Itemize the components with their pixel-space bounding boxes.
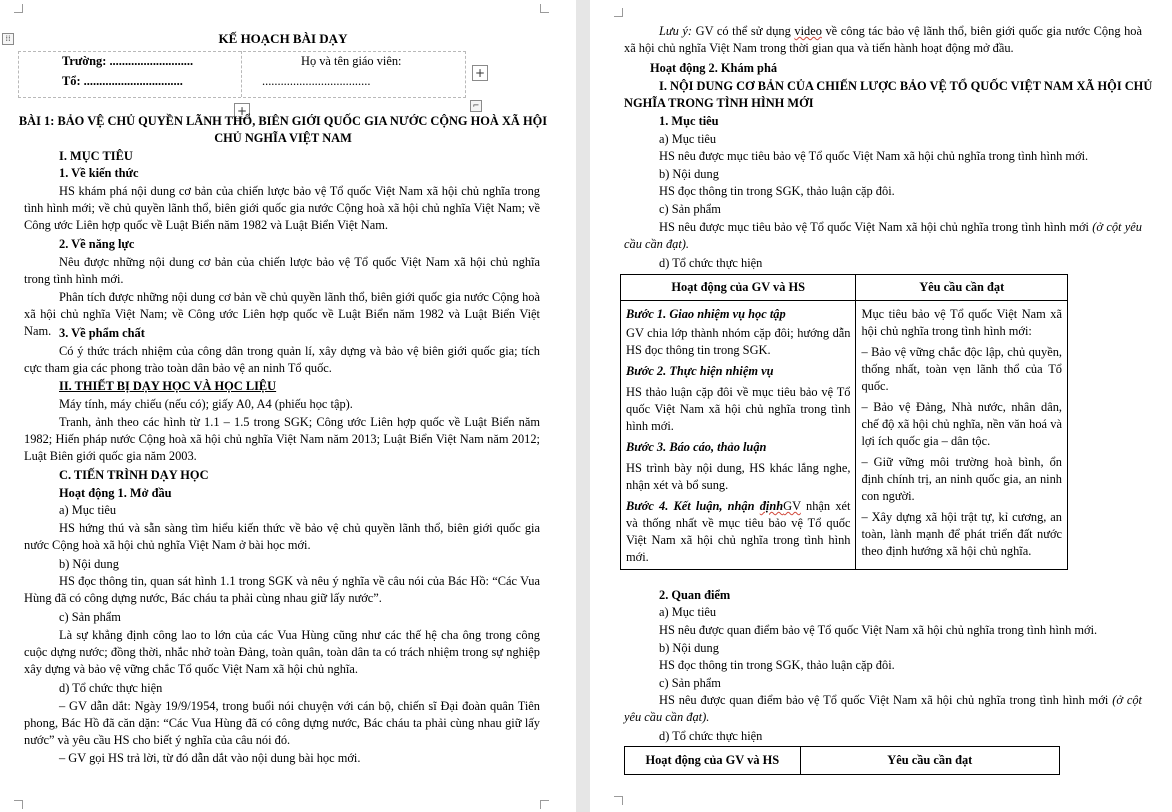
requirement-item: – Bảo vệ Đảng, Nhà nước, nhân dân, chế độ xã hội chủ nghĩa, nền văn hoá và lợi ích quốc gia – dân tộc. [861,400,1062,448]
table-cell-activities [621,301,856,570]
section-heading-line2: NGHĨA TRONG TÌNH HÌNH MỚI [624,96,814,110]
step-paragraph [626,498,850,566]
note-text: về công tác bảo vệ lãnh thổ, biên giới quốc gia nước Cộng hoà xã hội chủ nghĩa Việt Nam trong thời gian qua và tiến hành hoạt động mở đầu. [624,24,1142,55]
item-label: d) Tổ chức thực hiện [59,681,163,695]
group-label: Tổ: ................................ [62,74,183,88]
teacher-label: Họ và tên giáo viên: [301,54,402,68]
paragraph: Nêu được những nội dung cơ bản của chiến lược bảo vệ Tổ quốc Việt Nam xã hội chủ nghĩa trong tình hình mới. [24,255,540,286]
step-title: Bước 3. Báo cáo, thảo luận [626,440,767,454]
note-label: Lưu ý: [659,24,693,38]
section-heading: C. TIẾN TRÌNH DẠY HỌC [59,468,209,482]
paragraph: HS nêu được quan điểm bảo vệ Tổ quốc Việt Nam xã hội chủ nghĩa trong tình hình mới. [659,623,1098,637]
subsection-heading: 1. Mục tiêu [659,114,719,128]
item-label: b) Nội dung [59,557,119,571]
paragraph-text: HS nêu được mục tiêu bảo vệ Tổ quốc Việt Nam xã hội chủ nghĩa trong tình hình mới [659,220,1089,234]
paragraph: Có ý thức trách nhiệm của công dân trong quản lí, xây dựng và bảo vệ biên giới quốc gia; tích cực tham gia các phong trào toàn dân bảo vệ an ninh Tổ quốc. [24,344,540,375]
lesson-title-line2: CHỦ NGHĨA VIỆT NAM [214,131,352,145]
paragraph-note: (ở cột yêu cầu cần đạt). [624,220,1142,251]
step-text: HS trình bày nội dung, HS khác lắng nghe, nhận xét và bổ sung. [626,461,851,492]
subsection-heading: 3. Về phẩm chất [59,326,145,340]
section-heading: II. THIẾT BỊ DẠY HỌC VÀ HỌC LIỆU [59,379,277,393]
header-table-divider [241,51,242,97]
crop-mark [614,8,623,17]
add-row-button[interactable]: + [234,103,250,119]
paragraph: HS đọc thông tin, quan sát hình 1.1 trong SGK và nêu ý nghĩa về câu nói của Bác Hồ: “Các Vua Hùng đã có công dựng nước, Bác cháu ta phải cùng nhau giữ lấy nước”. [24,574,540,605]
note-text: GV có thể sử dụng [692,24,795,38]
step-text: nhận xét và thống nhất về mục tiêu bảo vệ Tổ quốc Việt Nam xã hội chủ nghĩa trong tình hình mới. [626,499,851,564]
table-cell-requirements [856,301,1068,570]
item-label: a) Mục tiêu [659,605,717,619]
item-label: b) Nội dung [659,641,719,655]
paragraph: Máy tính, máy chiếu (nếu có); giấy A0, A4 (phiếu học tập). [59,397,353,411]
paragraph-note: (ở cột yêu cầu cần đạt). [624,693,1142,724]
step-title: Bước 2. Thực hiện nhiệm vụ [626,364,774,378]
spelling-flag: GV [783,499,801,513]
activity-table-2 [624,746,1060,775]
paragraph: – GV dẫn dắt: Ngày 19/9/1954, trong buổi nói chuyện với cán bộ, chiến sĩ Đại đoàn quân Tiên phong, Bác Hồ đã căn dặn: “Các Vua Hùng đã có công dựng nước, Bác cháu ta phải cùng nhau giữ lấy nước” và yêu cầu HS cho biết ý nghĩa của câu nói đó. [24,699,540,747]
section-heading: I. NỘI DUNG CƠ BẢN CỦA CHIẾN LƯỢC BẢO VỆ TỔ QUỐC VIỆT NAM XÃ HỘI CHỦ [659,79,1153,93]
paragraph: HS đọc thông tin trong SGK, thảo luận cặp đôi. [659,184,895,198]
plan-title: KẾ HOẠCH BÀI DẠY [218,31,348,46]
crop-mark [14,4,23,13]
add-column-button[interactable]: + [472,65,488,81]
step-title: Bước 1. Giao nhiệm vụ học tập [626,307,786,321]
step-title: Bước 4. Kết luận, nhận [626,499,760,513]
section-heading: I. MỤC TIÊU [59,149,133,163]
spelling-flag: video [794,24,822,38]
crop-mark [540,4,549,13]
step-text: GV chia lớp thành nhóm cặp đôi; hướng dẫn HS đọc thông tin trong SGK. [626,326,851,357]
crop-mark [540,800,549,809]
requirement-intro: Mục tiêu bảo vệ Tổ quốc Việt Nam xã hội chủ nghĩa trong tình hình mới: [861,307,1062,338]
spelling-flag: định [759,499,784,513]
document-page-2 [590,0,1172,812]
paragraph: – GV gọi HS trả lời, từ đó dẫn dắt vào nội dung bài học mới. [59,751,361,765]
subsection-heading: 1. Về kiến thức [59,166,139,180]
step-text: HS thảo luận cặp đôi về mục tiêu bảo vệ Tổ quốc Việt Nam xã hội chủ nghĩa trong tình hình mới. [626,385,851,433]
item-label: b) Nội dung [659,167,719,181]
paragraph: Phân tích được những nội dung cơ bản về chủ quyền lãnh thổ, biên giới quốc gia nước Cộng hoà xã hội chủ nghĩa Việt Nam; về Công ước Liên hợp quốc về Luật Biển năm 1982 và Luật Biển Việt Nam. [24,290,540,338]
table-move-handle[interactable]: ⁞⁞ [2,33,14,45]
requirement-item: – Xây dựng xã hội trật tự, kỉ cương, an toàn, lành mạnh để phát triển đất nước theo định hướng xã hội chủ nghĩa. [861,510,1062,558]
crop-mark [614,796,623,805]
item-label: d) Tổ chức thực hiện [659,256,763,270]
subsection-heading: 2. Về năng lực [59,237,135,251]
item-label: c) Sản phẩm [659,676,721,690]
paragraph: HS khám phá nội dung cơ bản của chiến lược bảo vệ Tổ quốc Việt Nam xã hội chủ nghĩa trong tình hình mới; về chủ quyền lãnh thổ, biên giới quốc gia nước Cộng hoà xã hội chủ nghĩa Việt Nam; về Công ước Liên hợp quốc về Luật Biển năm 1982 và Luật Biển Việt Nam. [24,184,540,232]
paragraph: HS nêu được mục tiêu bảo vệ Tổ quốc Việt Nam xã hội chủ nghĩa trong tình hình mới. [659,149,1089,163]
table-header-cell: Yêu cầu cần đạt [856,275,1068,301]
table-header-cell: Hoạt động của GV và HS [621,275,856,301]
document-page-1 [0,0,576,812]
lesson-title: BÀI 1: BẢO VỆ CHỦ QUYỀN LÃNH THỔ, BIÊN GIỚI QUỐC GIA NƯỚC CỘNG HOÀ XÃ HỘI [18,114,548,128]
item-label: c) Sản phẩm [59,610,121,624]
school-label: Trường: ........................... [62,54,194,68]
requirement-item: – Giữ vững môi trường hoà bình, ổn định chính trị, an ninh quốc gia, an ninh con người. [861,455,1062,503]
paragraph: HS đọc thông tin trong SGK, thảo luận cặp đôi. [659,658,895,672]
paragraph: Tranh, ảnh theo các hình từ 1.1 – 1.5 trong SGK; Công ước Liên hợp quốc về Luật Biển năm 1982; Hiến pháp nước Cộng hoà xã hội chủ nghĩa Việt Nam năm 2013; Luật Biển Việt Nam năm 2012; Luật Biên giới quốc gia năm 2003. [24,415,540,463]
subsection-heading: 2. Quan điểm [659,588,731,602]
crop-mark [14,800,23,809]
table-resize-handle[interactable]: ⌐ [470,100,482,112]
requirement-item: – Bảo vệ vững chắc độc lập, chủ quyền, thống nhất, toàn vẹn lãnh thổ của Tổ quốc. [861,345,1062,393]
item-label: c) Sản phẩm [659,202,721,216]
paragraph-text: HS nêu được quan điểm bảo vệ Tổ quốc Việt Nam xã hội chủ nghĩa trong tình hình mới [659,693,1109,707]
table-header-cell: Hoạt động của GV và HS [625,747,801,775]
item-label: a) Mục tiêu [659,132,717,146]
paragraph [624,692,1142,726]
item-label: a) Mục tiêu [59,503,117,517]
activity-table [620,274,1068,570]
table-header-cell: Yêu cầu cần đạt [800,747,1059,775]
note-paragraph [624,23,1142,57]
activity-heading: Hoạt động 2. Khám phá [650,61,778,75]
item-label: d) Tổ chức thực hiện [659,729,763,743]
paragraph [624,219,1142,253]
paragraph: HS hứng thú và sẵn sàng tìm hiểu kiến thức về bảo vệ chủ quyền lãnh thổ, biên giới quốc gia nước Cộng hoà xã hội chủ nghĩa Việt Nam ở bài học mới. [24,521,540,552]
activity-heading: Hoạt động 1. Mở đầu [59,486,172,500]
paragraph: Là sự khẳng định công lao to lớn của các Vua Hùng cũng như các thế hệ cha ông trong công cuộc dựng nước; đồng thời, nhắc nhở toàn Đảng, toàn quân, toàn dân ta có trách nhiệm trong sự nghiệp xây dựng và bảo vệ vững chắc Tổ quốc Việt Nam xã hội chủ nghĩa. [24,628,540,676]
teacher-dots: ................................... [262,74,371,88]
